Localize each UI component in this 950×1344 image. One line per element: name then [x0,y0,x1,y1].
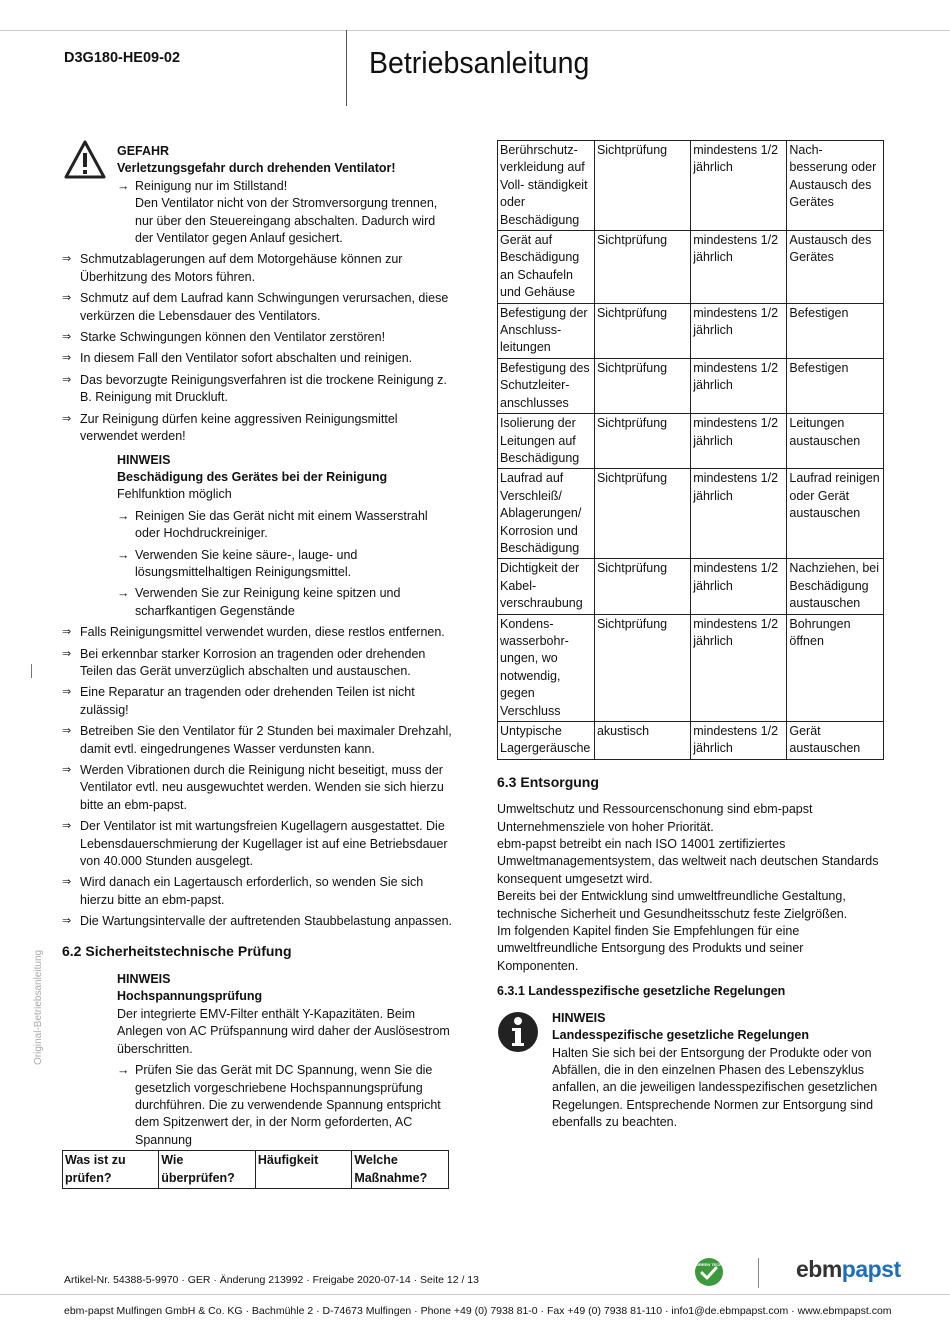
company-address: ebm-papst Mulfingen GmbH & Co. KG · Bachmühle 2 · D-74673 Mulfingen · Phone +49 (0) 7938 81-0 · Fax +49 (0) 7938 81-110 · info1@de.ebmpapst.com · www.ebmpapst.com [64,1305,892,1317]
notice-arrow-item: → Prüfen Sie das Gerät mit DC Spannung, wenn Sie die gesetzlich vorgeschriebene Hochspannungsprüfung durchführen. Die zu verwendende Spannung entspricht dem Spitzenwert der, in der Norm geforderten, AC Spannung [117,1063,441,1147]
notice-arrow-item: → Verwenden Sie zur Reinigung keine spitzen und scharfkantigen Gegenstände [117,586,401,618]
article-info: Artikel-Nr. 54388-5-9970 · GER · Änderung 213992 · Freigabe 2020-07-14 · Seite 12 / 13 [64,1274,479,1286]
list-item: ⇒ Werden Vibrationen durch die Reinigung nicht beseitigt, muss der Ventilator evtl. neu ausgewuchtet werden. Wenden sie sich hierzu bitte an ebm-papst. [62,762,454,814]
notice-label: HINWEIS [552,1010,606,1025]
logo-part-papst: papst [841,1256,901,1282]
table-cell: Befestigen [787,303,884,358]
badge-text: GREEN TECH [695,1262,723,1267]
table-cell: Sichtprüfung [594,303,690,358]
table-cell: mindestens 1/2 jährlich [691,614,787,721]
table-cell: Gerät austauschen [787,722,884,760]
table-cell: Befestigung der Anschluss- leitungen [498,303,595,358]
danger-arrow-item [117,178,454,248]
notice-text: Halten Sie sich bei der Entsorgung der Produkte oder von Abfällen, die in den einzelnen Phasen des Lebenszyklus anfallen, an die jeweiligen landesspezifischen gesetzlichen Regelungen. Entsprechende Normen zur Entsorgung sind ebenfalls zu beachten. [552,1045,878,1130]
table-cell: mindestens 1/2 jährlich [691,469,787,559]
header-divider [346,30,347,106]
list-item: ⇒ Schmutz auf dem Laufrad kann Schwingungen verursachen, diese verkürzen die Lebensdauer des Ventilators. [62,290,454,325]
table-cell: Dichtigkeit der Kabel- verschraubung [498,559,595,614]
table-cell: mindestens 1/2 jährlich [691,358,787,413]
bullet-list-a [62,251,454,445]
top-rule [0,30,950,31]
list-item: ⇒ Der Ventilator ist mit wartungsfreien Kugellagern ausgestattet. Die Lebensdauerschmierung der Kugellager ist auf eine Betriebsdauer von 40.000 Stunden ausgelegt. [62,818,454,870]
table-cell: Isolierung der Leitungen auf Beschädigung [498,414,595,469]
notice-subtitle: Beschädigung des Gerätes bei der Reinigung [117,469,388,484]
notice-text: Der integrierte EMV-Filter enthält Y-Kapazitäten. Beim Anlegen von AC Prüfspannung wird daher der Auslösestrom überschritten. [117,1006,450,1056]
arrow-icon: → [117,1063,130,1078]
table-row [498,303,884,358]
table-cell: Sichtprüfung [594,414,690,469]
list-item: ⇒ Eine Reparatur an tragenden oder drehenden Teilen ist nicht zulässig! [62,684,454,719]
table-cell: akustisch [594,722,690,760]
table-cell: Laufrad auf Verschleiß/ Ablagerungen/ Korrosion und Beschädigung [498,469,595,559]
arrow-icon: → [117,547,130,562]
inspection-table-header [62,1150,449,1189]
table-cell: mindestens 1/2 jährlich [691,141,787,231]
table-row [498,358,884,413]
table-header-cell: Häufigkeit [255,1151,351,1189]
list-item: ⇒ Zur Reinigung dürfen keine aggressiven Reinigungsmittel verwendet werden! [62,411,454,446]
list-item: ⇒ Bei erkennbar starker Korrosion an tragenden oder drehenden Teilen das Gerät unverzüglich abschalten und austauschen. [62,646,454,681]
table-row [498,141,884,231]
danger-subtitle: Verletzungsgefahr durch drehenden Ventilator! [117,161,396,176]
table-cell: mindestens 1/2 jährlich [691,303,787,358]
notice-cleaning [62,452,454,621]
table-row [498,231,884,304]
notice-label: HINWEIS [117,972,171,987]
logo-part-ebm: ebm [796,1256,842,1282]
ebmpapst-logo [796,1255,901,1283]
notice-disposal [497,1010,885,1132]
footer-rule [0,1294,950,1295]
list-item: ⇒ Falls Reinigungsmittel verwendet wurden, diese restlos entfernen. [62,624,454,641]
table-cell: Nach- besserung oder Austausch des Gerätes [787,141,884,231]
table-row [498,414,884,469]
inspection-table [497,140,884,760]
table-cell: Sichtprüfung [594,559,690,614]
greentech-badge-icon [694,1257,724,1287]
table-cell: Berührschutz- verkleidung auf Voll- ständigkeit oder Beschädigung [498,141,595,231]
bullet-list-b [62,624,454,931]
table-row [498,614,884,721]
table-cell: Untypische Lagergeräusche [498,722,595,760]
table-row [498,469,884,559]
notice-high-voltage [62,971,454,1149]
table-header-cell: Wie überprüfen? [159,1151,256,1189]
info-icon [497,1011,539,1053]
danger-label: GEFAHR [117,144,170,158]
margin-mark [31,664,32,678]
table-cell: Befestigen [787,358,884,413]
table-cell: Sichtprüfung [594,614,690,721]
table-header-cell: Was ist zu prüfen? [63,1151,159,1189]
arrow-icon: → [117,178,130,193]
notice-label: HINWEIS [117,452,171,467]
table-cell: Befestigung des Schutzleiter- anschlusses [498,358,595,413]
table-cell: Sichtprüfung [594,469,690,559]
table-cell: Nachziehen, bei Beschädigung austauschen [787,559,884,614]
logo-divider [758,1258,759,1288]
danger-notice [62,143,454,247]
table-header-cell: Welche Maßnahme? [352,1151,449,1189]
list-item: ⇒ Betreiben Sie den Ventilator für 2 Stunden bei maximaler Drehzahl, damit evtl. eingedrungenes Wasser verdunsten kann. [62,723,454,758]
table-cell: Laufrad reinigen oder Gerät austauschen [787,469,884,559]
side-label: Original-Betriebsanleitung [33,949,44,1065]
subsection-heading-6-3-1: 6.3.1 Landesspezifische gesetzliche Regelungen [497,984,786,999]
arrow-text: Den Ventilator nicht von der Stromversorgung trennen, nur über den Steuereingang abschalten. Dadurch wird der Ventilator gegen Anlauf gesichert. [135,196,438,246]
notice-subtitle: Hochspannungsprüfung [117,989,263,1004]
table-cell: Austausch des Gerätes [787,231,884,304]
section-heading-6-2: 6.2 Sicherheitstechnische Prüfung [62,942,292,959]
page-title: Betriebsanleitung [369,45,590,80]
disposal-text [497,801,885,975]
notice-arrow-item: → Reinigen Sie das Gerät nicht mit einem Wasserstrahl oder Hochdruckreiniger. [117,508,428,541]
paragraph: Im folgenden Kapitel finden Sie Empfehlungen für eine umweltfreundliche Entsorgung des Produkts und seiner Komponenten. [497,924,804,973]
section-heading-6-3: 6.3 Entsorgung [497,773,599,790]
table-cell: Sichtprüfung [594,141,690,231]
document-code: D3G180-HE09-02 [64,50,181,66]
table-cell: mindestens 1/2 jährlich [691,722,787,760]
list-item: ⇒ Wird danach ein Lagertausch erforderlich, so wenden Sie sich hierzu bitte an ebm-papst. [62,874,454,909]
table-cell: mindestens 1/2 jährlich [691,559,787,614]
paragraph: Bereits bei der Entwicklung sind umweltfreundliche Gestaltung, technische Sicherheit und Gesundheitsschutz feste Zielgrößen. [497,889,848,921]
paragraph: ebm-papst betreibt ein nach ISO 14001 zertifiziertes Umweltmanagementsystem, das weltweit nach deutschen Standards konsequent umgesetzt wird. [497,837,879,886]
arrow-text: Reinigung nur im Stillstand! [135,178,288,193]
left-column [62,143,454,1189]
notice-text: Fehlfunktion möglich [117,487,232,502]
table-row [498,722,884,760]
table-cell: Bohrungen öffnen [787,614,884,721]
list-item: ⇒ In diesem Fall den Ventilator sofort abschalten und reinigen. [62,350,454,367]
warning-triangle-icon [64,140,106,180]
arrow-icon: → [117,586,130,601]
list-item: ⇒ Die Wartungsintervalle der auftretenden Staubbelastung anpassen. [62,913,454,930]
arrow-icon: → [117,508,130,523]
list-item: ⇒ Schmutzablagerungen auf dem Motorgehäuse können zur Überhitzung des Motors führen. [62,251,454,286]
table-cell: mindestens 1/2 jährlich [691,231,787,304]
table-row [498,559,884,614]
table-cell: Sichtprüfung [594,358,690,413]
table-cell: mindestens 1/2 jährlich [691,414,787,469]
notice-arrow-item: → Verwenden Sie keine säure-, lauge- und lösungsmittelhaltigen Reinigungsmittel. [117,547,358,579]
notice-subtitle: Landesspezifische gesetzliche Regelungen [552,1028,810,1043]
table-cell: Kondens- wasserbohr- ungen, wo notwendig, gegen Verschluss [498,614,595,721]
list-item: ⇒ Das bevorzugte Reinigungsverfahren ist die trockene Reinigung z. B. Reinigung mit Druckluft. [62,372,454,407]
table-cell: Gerät auf Beschädigung an Schaufeln und Gehäuse [498,231,595,304]
table-cell: Sichtprüfung [594,231,690,304]
table-cell: Leitungen austauschen [787,414,884,469]
right-column [497,140,885,1132]
paragraph: Umweltschutz und Ressourcenschonung sind ebm-papst Unternehmensziele von hoher Priorität. [497,802,813,834]
list-item: ⇒ Starke Schwingungen können den Ventilator zerstören! [62,329,454,346]
